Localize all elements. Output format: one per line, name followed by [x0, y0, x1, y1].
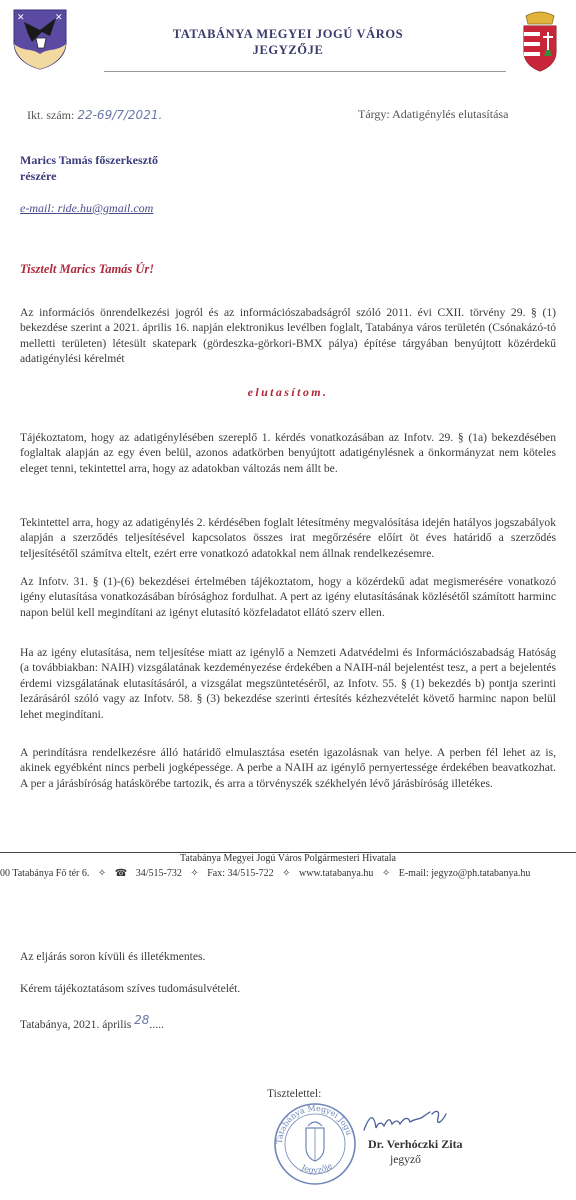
stamp-text-bottom: Jegyzője: [299, 1161, 335, 1175]
date-dots: .....: [149, 1018, 164, 1031]
official-stamp: [270, 1098, 360, 1186]
svg-text:Tatabánya Megyei Jogú: [275, 1104, 354, 1144]
svg-text:✕: ✕: [55, 13, 63, 23]
recipient-name: Marics Tamás főszerkesztő: [20, 153, 158, 167]
reference-number: [27, 108, 162, 123]
telephone-icon: ☎: [114, 868, 128, 879]
separator-icon: ✧: [97, 868, 107, 879]
reference-label: Ikt. szám:: [27, 108, 75, 122]
body-paragraph-5: A perindításra rendelkezésre álló határidő elmulasztása esetén igazolásnak van helye. A perben fél lehet az is, akinek egyébként nincs perbeli jogképessége. A perbe a NAIH az igénylő pernyertessége érdekében beavatkozhat. A per a járásbíróság hatáskörébe tartozik, és arra a törvényszék székhelyén lévő járásbíróság illetékes.: [20, 746, 556, 790]
header-divider: [104, 71, 506, 72]
recipient-block: [20, 152, 158, 184]
body-paragraph-4: Ha az igény elutasítása, nem teljesítése miatt az igénylő a Nemzeti Adatvédelmi és Információszabadság Hatóság (a továbbiakban: NAIH) vizsgálatának kezdeményezése érdekében a NAIH-nál bejelentést tesz, a pert a bejelentés érdemi vizsgálatának elutasításáról, a vizsgálat megszüntetéséről, az Infotv. 55. § (1) bekezdés b) pontja szerinti lezárásáról szóló vagy az Infotv. 58. § (3) bekezdése szerinti értesítés kézhezvételét követő harminc napon belül lehet megindítani.: [20, 646, 556, 721]
body-paragraph-2: Tekintettel arra, hogy az adatigénylés 2. kérdésében foglalt létesítmény megvalósítása idején hatályos jogszabályok alapján a szerződés teljesítésével kapcsolatos összes irat megőrzésére előírt öt éves határidő a szerződés teljesítésétől számítva eltelt, ezért erre vonatkozó adatokkal nem állnak rendelkezésemre.: [20, 516, 556, 560]
footer-office: Tatabánya Megyei Jogú Város Polgármesteri Hivatala: [180, 853, 396, 864]
hungarian-coat-of-arms-icon: [520, 10, 560, 72]
separator-icon: ✧: [381, 868, 391, 879]
reference-handwritten-number: 22-69/7/2021.: [77, 108, 163, 122]
recipient-email-link[interactable]: [20, 201, 153, 215]
date-handwritten-day: 28: [134, 1013, 150, 1027]
body-paragraph-1: Tájékoztatom, hogy az adatigénylésében szereplő 1. kérdés vonatkozásában az Infotv. 29. § (1a) bekezdésében foglaltak alapján az egy éven belül, azonos adatkörben benyújtott adatigénylésnek a önkormányzat nem köteles eleget tenni, tekintettel arra, hogy az adatokban változás nem állt be.: [20, 431, 556, 475]
recipient-email: [20, 201, 153, 216]
svg-text:Jegyzője: [299, 1161, 334, 1175]
footer-fax: Fax: 34/515-722: [207, 868, 274, 879]
signatory-title: jegyző: [390, 1153, 421, 1166]
greeting: Tisztelettel:: [267, 1087, 322, 1100]
decision-statement: elutasítom.: [247, 385, 329, 399]
signatory-name: Dr. Verhóczki Zita: [368, 1137, 463, 1151]
footer-contacts: [0, 868, 576, 879]
recipient-for: részére: [20, 169, 57, 183]
body-paragraph-3: Az Infotv. 31. § (1)-(6) bekezdései értelmében tájékoztatom, hogy a közérdekű adat megismerésére vonatkozó igény elutasítása vonatkozásában bírósághoz fordulhat. A pert az igény elutasításának közlésétől számított harminc napon belül kell megindítani az igényt elutasító közfeladatot ellátó szerv ellen.: [20, 575, 556, 619]
intro-paragraph: Az információs önrendelkezési jogról és az információszabadságról szóló 2011. évi CXII. törvény 29. § (1) bekezdése szerint a 2021. április 16. napján elektronikus levélben foglalt, Tatabánya város területén (Csónakázó-tó melletti területen) létesült skatepark (gördeszka-görkori-BMX pálya) építése tárgyában benyújtott közérdekű adatigénylési kérelmét: [20, 306, 556, 366]
place-and-date: [20, 1013, 164, 1031]
email-label: e-mail:: [20, 201, 58, 215]
stamp-text-top: Tatabánya Megyei Jogú: [274, 1103, 354, 1145]
closing-line-1: Az eljárás soron kívüli és illetékmentes.: [20, 950, 206, 963]
footer-web[interactable]: www.tatabanya.hu: [299, 868, 374, 879]
footer-email[interactable]: E-mail: jegyzo@ph.tatabanya.hu: [398, 868, 531, 879]
letterhead-title-line1: TATABÁNYA MEGYEI JOGÚ VÁROS: [172, 27, 404, 41]
email-address: ride.hu@gmail.com: [57, 201, 154, 215]
closing-line-2: Kérem tájékoztatásom szíves tudomásulvételét.: [20, 982, 241, 995]
letterhead-title-line2: JEGYZŐJE: [252, 43, 324, 57]
svg-text:✕: ✕: [17, 13, 25, 23]
separator-icon: ✧: [190, 868, 199, 879]
letterhead-title: [60, 26, 516, 58]
subject-line: Tárgy: Adatigénylés elutasítása: [358, 107, 509, 121]
salutation: Tisztelt Marics Tamás Úr!: [20, 262, 155, 276]
footer-phone: 34/515-732: [135, 868, 182, 879]
separator-icon: ✧: [282, 868, 291, 879]
footer-address: 00 Tatabánya Fő tér 6.: [0, 868, 90, 879]
date-text: Tatabánya, 2021. április: [20, 1018, 135, 1031]
